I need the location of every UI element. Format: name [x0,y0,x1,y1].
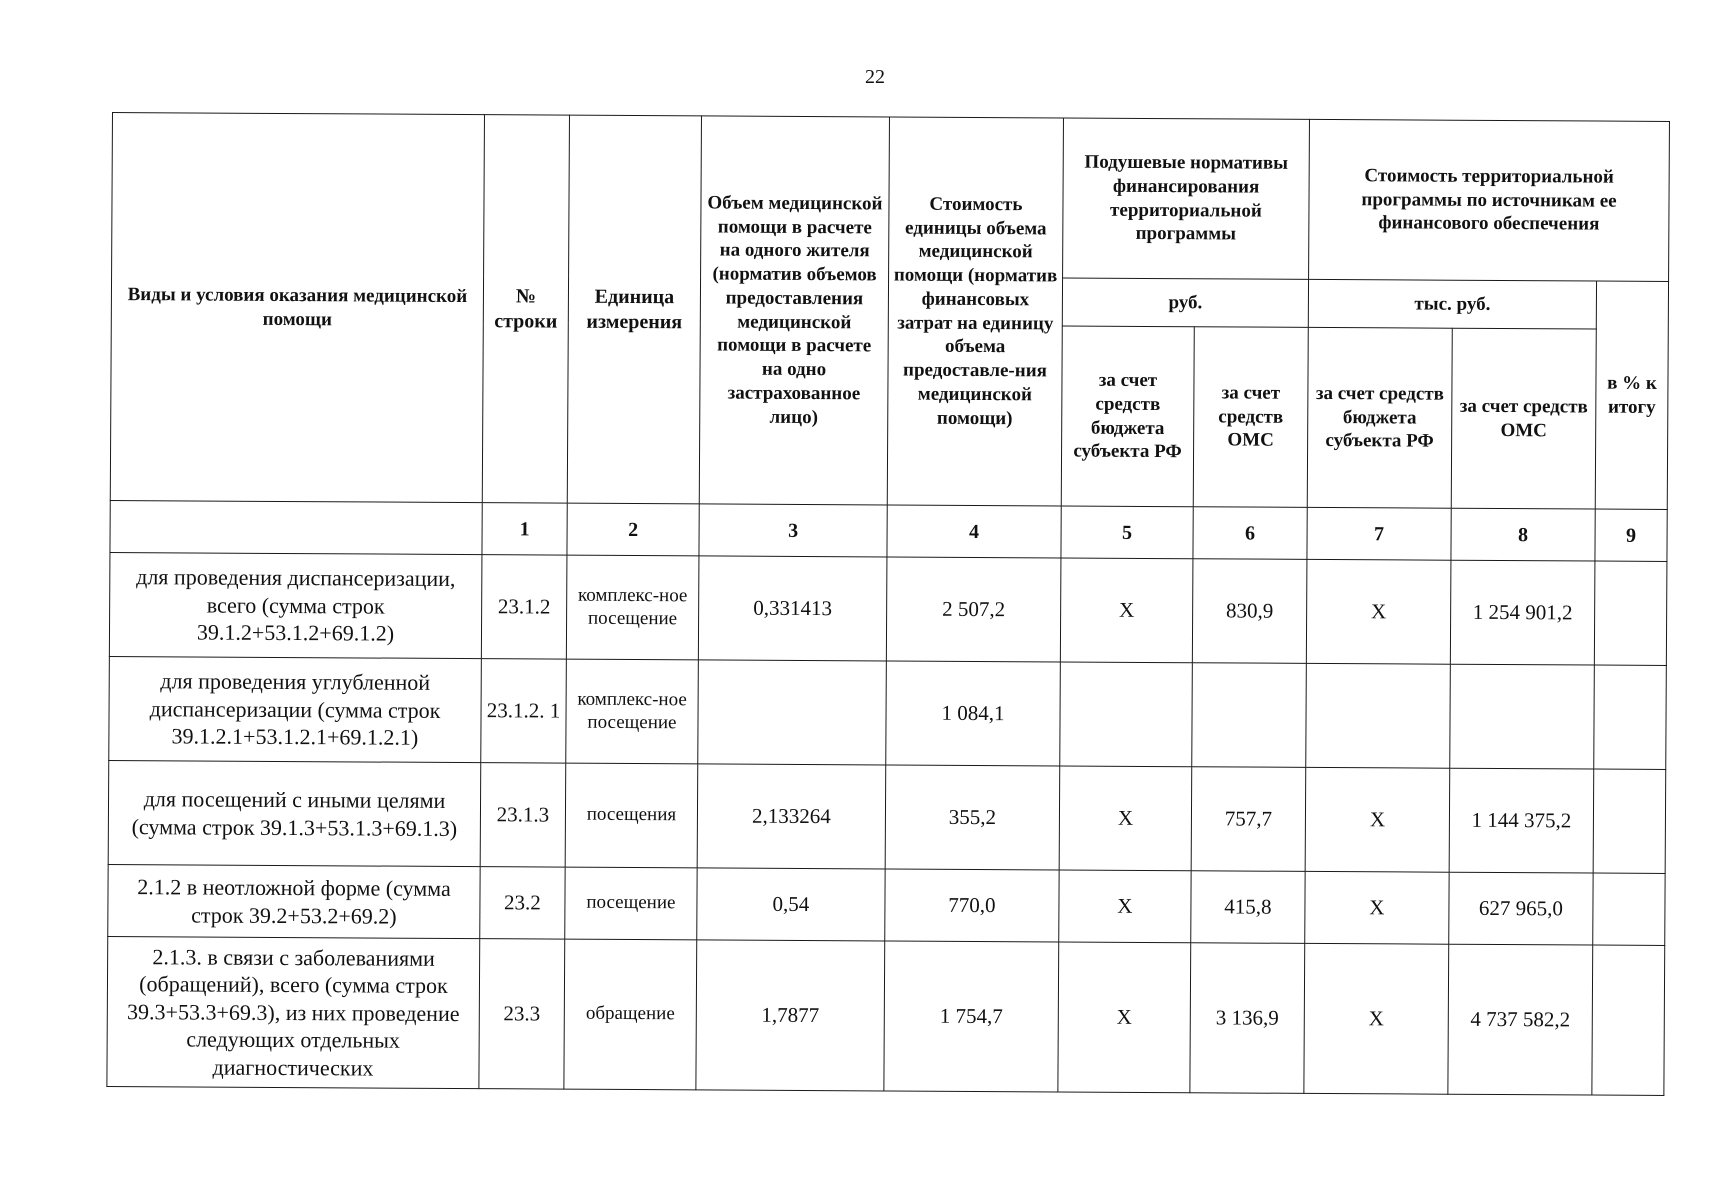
cell-per-capita-oms: 3 136,9 [1190,943,1305,1094]
table-row [107,936,1665,1095]
cell-per-capita-oms [1192,663,1307,768]
cell-volume [698,660,887,765]
cell-cost-oms: 1 254 901,2 [1450,560,1595,665]
cell-cost-budget: X [1305,871,1449,944]
cell-percent [1593,769,1666,873]
column-number: 1 [482,503,567,555]
cell-per-capita-budget: X [1058,942,1191,1093]
cell-kind: 2.1.3. в связи с заболеваниями (обращений), всего (сумма строк 39.3+53.3+69.3), из них проведение следующих отдельных диагностических [107,936,480,1088]
cell-cost-budget: X [1304,943,1449,1094]
column-number: 4 [887,505,1061,558]
header-rub: руб. [1062,278,1308,327]
header-thous-rub: тыс. руб. [1308,279,1596,329]
cell-percent [1594,665,1667,769]
header-cost-oms: за счет средств ОМС [1451,328,1596,509]
table-row [108,760,1666,873]
header-per-capita: Подушевые нормативы финансирования территориальной программы [1063,118,1310,279]
column-number: 7 [1307,507,1451,560]
cell-row-number: 23.1.2. 1 [481,659,567,763]
header-unit: Единица измерения [567,115,701,504]
cell-row-number: 23.1.3 [480,763,566,867]
header-volume: Объем медицинской помощи в расчете на одного жителя (норматив объемов предоставления медицинской помощи в расчете на одно застрахованное лицо) [699,116,889,505]
column-number: 6 [1193,507,1307,560]
cell-kind: для проведения углубленной диспансеризации (сумма строк 39.1.2.1+53.1.2.1+69.1.2.1) [109,656,482,762]
cell-row-number: 23.2 [480,867,565,939]
cell-cost-oms: 627 965,0 [1449,872,1593,945]
header-per-capita-budget: за счет средств бюджета субъекта РФ [1061,326,1194,507]
cell-unit-cost: 1 084,1 [886,661,1061,766]
cell-per-capita-budget [1060,662,1193,767]
cell-unit-cost: 770,0 [885,869,1059,942]
table-row [108,864,1665,945]
cell-cost-budget: X [1305,767,1450,872]
header-kind: Виды и условия оказания медицинской помощи [110,113,484,503]
column-number: 5 [1061,506,1193,559]
cell-unit-cost: 1 754,7 [884,941,1059,1092]
header-row-top [112,113,1670,282]
cell-row-number: 23.3 [479,939,565,1089]
table-row [109,656,1667,769]
cell-per-capita-budget: X [1059,766,1192,871]
cell-per-capita-oms: 830,9 [1192,559,1307,664]
cell-cost-budget [1306,663,1451,768]
financing-norms-table [106,112,1670,1096]
column-number-empty [110,500,482,554]
table-row [109,552,1667,665]
cell-kind: для проведения диспансеризации, всего (сумма строк 39.1.2+53.1.2+69.1.2) [109,552,482,658]
cell-cost-oms [1450,664,1595,769]
cell-row-number: 23.1.2 [481,555,567,659]
cell-percent [1594,561,1667,665]
cell-per-capita-oms: 757,7 [1191,767,1306,872]
cell-unit: посещение [565,867,697,940]
cell-per-capita-budget: X [1060,558,1193,663]
cell-percent [1593,873,1665,945]
header-row-number: № строки [482,115,569,503]
cell-kind: для посещений с иными целями (сумма строк 39.1.3+53.1.3+69.1.3) [108,760,481,866]
cell-unit: комплекс-ное посещение [566,555,699,660]
cell-cost-oms: 4 737 582,2 [1448,944,1593,1095]
header-cost-budget: за счет средств бюджета субъекта РФ [1307,327,1452,508]
column-number: 8 [1451,508,1595,561]
cell-unit: посещения [565,763,698,868]
table-container [106,112,1669,1096]
cell-cost-oms: 1 144 375,2 [1449,768,1594,873]
cell-unit-cost: 355,2 [885,765,1060,870]
cell-percent [1592,945,1665,1095]
cell-kind: 2.1.2 в неотложной форме (сумма строк 39.2+53.2+69.2) [108,864,480,938]
cell-volume: 0,331413 [698,556,887,661]
header-percent: в % к итогу [1595,281,1668,509]
cell-unit-cost: 2 507,2 [886,557,1061,662]
header-unit-cost: Стоимость единицы объема медицинской помощи (норматив финансовых затрат на единицу объема предоставле-ния медицинской помощи) [887,117,1063,506]
column-number: 2 [567,503,699,556]
cell-unit: комплекс-ное посещение [566,659,699,764]
header-cost-program: Стоимость территориальной программы по источникам ее финансового обеспечения [1309,119,1670,281]
column-number-row [110,500,1667,561]
column-number: 9 [1595,509,1667,561]
cell-volume: 1,7877 [696,940,885,1091]
cell-unit: обращение [564,939,697,1090]
cell-per-capita-oms: 415,8 [1191,871,1305,944]
column-number: 3 [699,504,887,557]
header-per-capita-oms: за счет средств ОМС [1193,327,1308,508]
cell-volume: 0,54 [697,868,885,941]
page-number: 22 [865,66,885,88]
cell-volume: 2,133264 [697,764,886,869]
cell-per-capita-budget: X [1059,870,1191,943]
cell-cost-budget: X [1306,559,1451,664]
